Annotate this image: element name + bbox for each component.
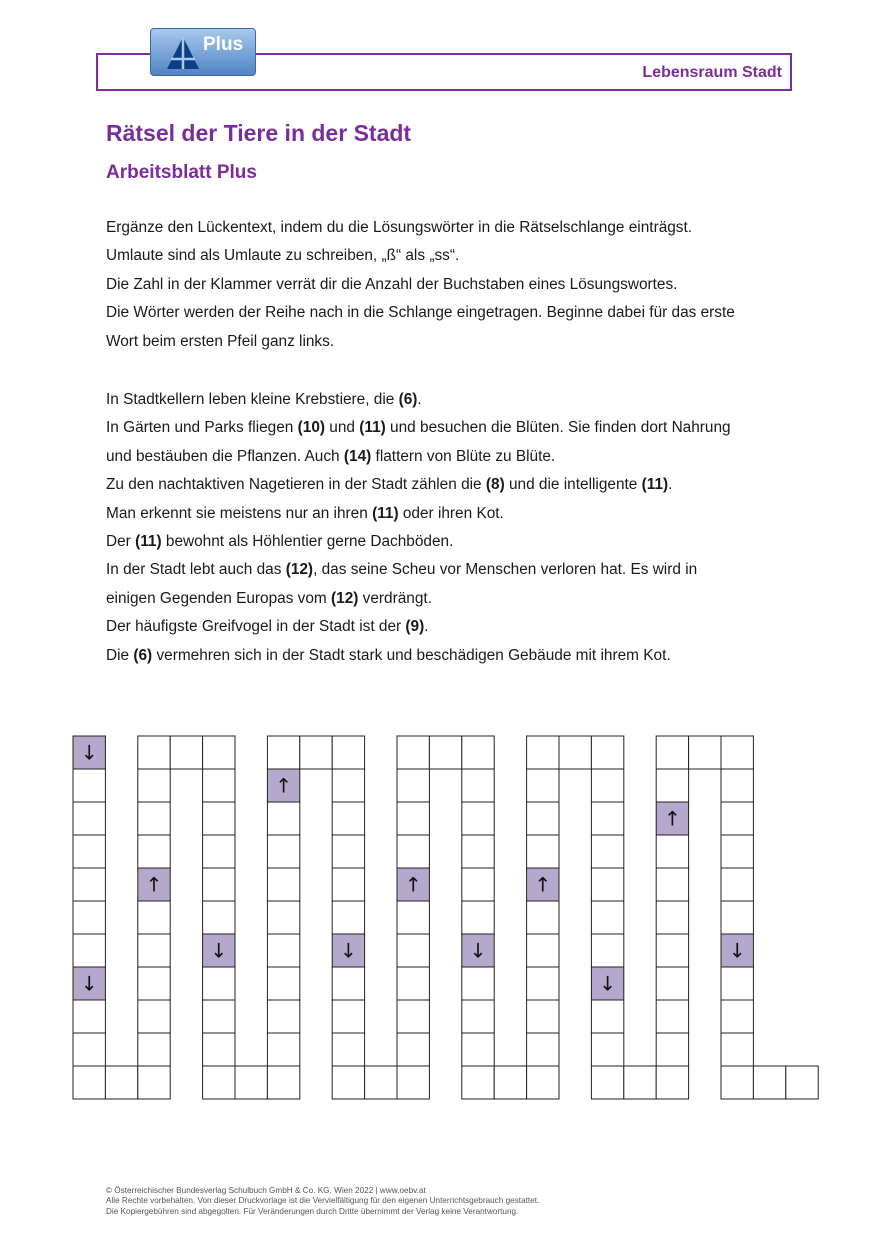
story-text: Der häufigste Greifvogel in der Stadt ist der xyxy=(106,618,406,636)
letter-cell[interactable] xyxy=(527,1000,559,1033)
letter-cell[interactable] xyxy=(527,835,559,868)
letter-count: (6) xyxy=(133,646,153,664)
page-title: Rätsel der Tiere in der Stadt xyxy=(106,120,412,146)
footer xyxy=(106,1186,539,1217)
letter-cell[interactable] xyxy=(397,802,429,835)
letter-cell[interactable] xyxy=(73,802,105,835)
subject-label: Lebensraum Stadt xyxy=(642,64,782,81)
arrow-up-icon: ↑ xyxy=(664,806,681,831)
story-line xyxy=(106,585,806,613)
letter-cell[interactable] xyxy=(73,934,105,967)
letter-cell[interactable] xyxy=(138,967,170,1000)
letter-cell[interactable] xyxy=(462,802,494,835)
letter-cell[interactable] xyxy=(235,1066,267,1099)
arrow-cell[interactable] xyxy=(397,868,429,901)
footer-copyright: © Österreichischer Bundesverlag Schulbuch GmbH & Co. KG, Wien 2022 | www.oebv.at xyxy=(106,1186,426,1195)
story-text: In Gärten und Parks fliegen xyxy=(106,419,298,437)
letter-cell[interactable] xyxy=(73,901,105,934)
arrow-cell[interactable] xyxy=(462,934,494,967)
letter-cell[interactable] xyxy=(559,736,591,769)
letter-cell[interactable] xyxy=(721,769,753,802)
story-text: In Stadtkellern leben kleine Krebstiere, die xyxy=(106,391,399,408)
arrow-cell[interactable] xyxy=(138,868,170,901)
letter-cell[interactable] xyxy=(267,835,299,868)
letter-count: (12) xyxy=(285,561,314,579)
letter-cell[interactable] xyxy=(397,1000,429,1033)
instruction-line: Umlaute sind als Umlaute zu schreiben, „ß“ als „ss“. xyxy=(106,247,460,265)
letter-cell[interactable] xyxy=(624,1066,656,1099)
letter-cell[interactable] xyxy=(656,934,688,967)
letter-cell[interactable] xyxy=(138,1000,170,1033)
letter-cell[interactable] xyxy=(332,1033,364,1066)
instruction-line: Ergänze den Lückentext, indem du die Lösungswörter in die Rätselschlange einträgst. xyxy=(106,219,693,236)
story-text: und bestäuben die Pflanzen. Auch xyxy=(106,447,344,465)
letter-cell[interactable] xyxy=(332,802,364,835)
letter-cell[interactable] xyxy=(397,736,429,769)
arrow-up-icon: ↑ xyxy=(145,872,163,897)
story-text: flattern von Blüte zu Blüte. xyxy=(371,447,556,465)
letter-cell[interactable] xyxy=(138,835,170,868)
arrow-cell[interactable] xyxy=(267,769,299,802)
story-text: oder ihren Kot. xyxy=(398,504,504,522)
letter-cell[interactable] xyxy=(332,769,364,802)
arrow-down-icon: ↓ xyxy=(80,971,98,996)
letter-cell[interactable] xyxy=(462,967,494,1000)
letter-count: (11) xyxy=(372,504,399,522)
letter-cell[interactable] xyxy=(591,769,623,802)
letter-cell[interactable] xyxy=(527,967,559,1000)
letter-cell[interactable] xyxy=(527,802,559,835)
page-subtitle: Arbeitsblatt Plus xyxy=(106,162,257,183)
letter-cell[interactable] xyxy=(267,1000,299,1033)
letter-cell[interactable] xyxy=(462,1033,494,1066)
story-line xyxy=(106,642,806,670)
story-text: Zu den nachtaktiven Nagetieren in der Stadt zählen die xyxy=(106,476,486,494)
letter-cell[interactable] xyxy=(721,1066,753,1099)
letter-cell[interactable] xyxy=(138,1033,170,1066)
letter-count: (12) xyxy=(331,589,359,607)
arrow-down-icon: ↓ xyxy=(210,938,228,963)
letter-cell[interactable] xyxy=(397,901,429,934)
letter-cell[interactable] xyxy=(591,1000,623,1033)
story-text: . xyxy=(417,391,422,408)
letter-count: (14) xyxy=(343,447,372,465)
arrow-cell[interactable] xyxy=(332,934,364,967)
letter-cell[interactable] xyxy=(591,934,623,967)
story-text: bewohnt als Höhlentier gerne Dachböden. xyxy=(161,533,454,551)
story-text: und besuchen die Blüten. Sie finden dort Nahrung xyxy=(385,419,731,437)
gap-text xyxy=(106,386,806,670)
letter-cell[interactable] xyxy=(656,736,688,769)
letter-cell[interactable] xyxy=(73,835,105,868)
letter-cell[interactable] xyxy=(267,901,299,934)
letter-cell[interactable] xyxy=(73,1066,105,1099)
story-line xyxy=(106,556,806,584)
letter-cell[interactable] xyxy=(591,835,623,868)
arrow-down-icon: ↓ xyxy=(340,938,357,963)
letter-cell[interactable] xyxy=(397,1033,429,1066)
letter-cell[interactable] xyxy=(397,967,429,1000)
story-text: Die xyxy=(106,646,134,664)
letter-cell[interactable] xyxy=(527,934,559,967)
footer-rights: Alle Rechte vorbehalten. Von dieser Druckvorlage ist die Vervielfältigung für den eigenen Unterrichtsgebrauch gestattet. xyxy=(106,1196,540,1206)
letter-cell[interactable] xyxy=(203,835,235,868)
story-text: In der Stadt lebt auch das xyxy=(106,561,286,579)
letter-count: (10) xyxy=(297,419,326,437)
letter-cell[interactable] xyxy=(656,1000,688,1033)
arrow-down-icon: ↓ xyxy=(728,938,746,963)
instruction-line: Die Zahl in der Klammer verrät dir die Anzahl der Buchstaben eines Lösungswortes. xyxy=(106,275,678,293)
letter-cell[interactable] xyxy=(397,769,429,802)
letter-cell[interactable] xyxy=(203,1066,235,1099)
letter-cell[interactable] xyxy=(397,835,429,868)
letter-cell[interactable] xyxy=(721,736,753,769)
arrow-cell[interactable] xyxy=(73,967,105,1000)
letter-cell[interactable] xyxy=(267,802,299,835)
logo-text: Plus xyxy=(203,34,244,55)
letter-cell[interactable] xyxy=(203,802,235,835)
letter-cell[interactable] xyxy=(105,1066,137,1099)
letter-cell[interactable] xyxy=(462,868,494,901)
letter-cell[interactable] xyxy=(73,868,105,901)
letter-cell[interactable] xyxy=(689,736,721,769)
letter-cell[interactable] xyxy=(494,1066,526,1099)
letter-cell[interactable] xyxy=(721,967,753,1000)
letter-cell[interactable] xyxy=(267,736,299,769)
instructions xyxy=(106,214,796,356)
letter-cell[interactable] xyxy=(591,901,623,934)
arrow-cell[interactable] xyxy=(527,868,559,901)
letter-cell[interactable] xyxy=(462,1000,494,1033)
letter-cell[interactable] xyxy=(138,736,170,769)
story-line xyxy=(106,471,806,499)
arrow-down-icon: ↓ xyxy=(469,938,487,963)
letter-cell[interactable] xyxy=(138,802,170,835)
letter-cell[interactable] xyxy=(332,1066,364,1099)
letter-count: (11) xyxy=(641,476,669,494)
letter-cell[interactable] xyxy=(429,736,461,769)
letter-count: (8) xyxy=(485,476,505,494)
letter-cell[interactable] xyxy=(332,835,364,868)
letter-cell[interactable] xyxy=(332,901,364,934)
letter-cell[interactable] xyxy=(656,901,688,934)
story-text: und die intelligente xyxy=(504,476,642,494)
letter-cell[interactable] xyxy=(656,769,688,802)
letter-cell[interactable] xyxy=(462,901,494,934)
letter-cell[interactable] xyxy=(591,736,623,769)
arrow-cell[interactable] xyxy=(721,934,753,967)
letter-cell[interactable] xyxy=(332,868,364,901)
letter-cell[interactable] xyxy=(527,769,559,802)
story-line xyxy=(106,443,806,471)
letter-cell[interactable] xyxy=(365,1066,397,1099)
letter-cell[interactable] xyxy=(527,901,559,934)
letter-cell[interactable] xyxy=(721,802,753,835)
letter-cell[interactable] xyxy=(73,1000,105,1033)
letter-cell[interactable] xyxy=(397,1066,429,1099)
triangle-logo-icon xyxy=(165,35,201,71)
arrow-up-icon: ↑ xyxy=(534,872,552,897)
letter-cell[interactable] xyxy=(397,934,429,967)
letter-cell[interactable] xyxy=(203,736,235,769)
letter-cell[interactable] xyxy=(462,835,494,868)
letter-cell[interactable] xyxy=(332,967,364,1000)
letter-cell[interactable] xyxy=(527,1033,559,1066)
letter-cell[interactable] xyxy=(138,1066,170,1099)
letter-count: (11) xyxy=(359,419,386,437)
letter-cell[interactable] xyxy=(300,736,332,769)
letter-cell[interactable] xyxy=(721,1000,753,1033)
story-text: verdrängt. xyxy=(358,589,432,607)
letter-cell[interactable] xyxy=(527,1066,559,1099)
letter-cell[interactable] xyxy=(203,901,235,934)
letter-cell[interactable] xyxy=(591,1033,623,1066)
letter-count: (11) xyxy=(135,533,162,551)
story-line xyxy=(106,386,806,414)
letter-cell[interactable] xyxy=(138,901,170,934)
arrow-cell[interactable] xyxy=(203,934,235,967)
letter-cell[interactable] xyxy=(591,868,623,901)
letter-cell[interactable] xyxy=(462,736,494,769)
arrow-up-icon: ↑ xyxy=(275,773,292,798)
letter-cell[interactable] xyxy=(73,1033,105,1066)
letter-cell[interactable] xyxy=(170,736,202,769)
letter-cell[interactable] xyxy=(332,1000,364,1033)
letter-cell[interactable] xyxy=(656,868,688,901)
letter-cell[interactable] xyxy=(267,868,299,901)
arrow-up-icon: ↑ xyxy=(404,872,422,897)
arrow-cell[interactable] xyxy=(656,802,688,835)
story-text: Der xyxy=(106,533,136,551)
letter-cell[interactable] xyxy=(462,1066,494,1099)
story-line xyxy=(106,414,806,442)
letter-cell[interactable] xyxy=(591,1066,623,1099)
letter-cell[interactable] xyxy=(753,1066,785,1099)
letter-cell[interactable] xyxy=(656,1033,688,1066)
letter-cell[interactable] xyxy=(203,967,235,1000)
letter-cell[interactable] xyxy=(267,1033,299,1066)
letter-cell[interactable] xyxy=(203,1033,235,1066)
story-text: Man erkennt sie meistens nur an ihren xyxy=(106,504,373,522)
letter-cell[interactable] xyxy=(656,835,688,868)
story-text: vermehren sich in der Stadt stark und beschädigen Gebäude mit ihrem Kot. xyxy=(152,646,671,664)
instruction-line: Die Wörter werden der Reihe nach in die Schlange eingetragen. Beginne dabei für das erste xyxy=(106,304,735,322)
letter-cell[interactable] xyxy=(591,802,623,835)
letter-count: (9) xyxy=(405,618,425,636)
letter-cell[interactable] xyxy=(138,934,170,967)
story-line xyxy=(106,500,806,528)
letter-cell[interactable] xyxy=(138,769,170,802)
letter-count: (6) xyxy=(398,391,418,408)
letter-cell[interactable] xyxy=(721,1033,753,1066)
letter-cell[interactable] xyxy=(786,1066,818,1099)
instruction-line: Wort beim ersten Pfeil ganz links. xyxy=(106,332,335,350)
letter-cell[interactable] xyxy=(527,736,559,769)
letter-cell[interactable] xyxy=(203,769,235,802)
arrow-down-icon: ↓ xyxy=(599,971,616,996)
letter-cell[interactable] xyxy=(656,967,688,1000)
letter-cell[interactable] xyxy=(73,769,105,802)
story-line xyxy=(106,613,806,641)
story-text: . xyxy=(668,476,673,494)
footer-fees: Die Kopiergebühren sind abgegolten. Für Veränderungen durch Dritte übernimmt der Verlag keine Verantwortung. xyxy=(106,1206,519,1216)
letter-cell[interactable] xyxy=(203,1000,235,1033)
letter-cell[interactable] xyxy=(721,835,753,868)
letter-cell[interactable] xyxy=(203,868,235,901)
letter-cell[interactable] xyxy=(462,769,494,802)
arrow-down-icon: ↓ xyxy=(80,740,98,765)
story-line xyxy=(106,528,806,556)
letter-cell[interactable] xyxy=(656,1066,688,1099)
letter-cell[interactable] xyxy=(332,736,364,769)
story-text: einigen Gegenden Europas vom xyxy=(106,589,332,607)
letter-cell[interactable] xyxy=(267,967,299,1000)
story-text: und xyxy=(325,419,360,437)
letter-cell[interactable] xyxy=(721,868,753,901)
plus-logo xyxy=(150,28,256,76)
letter-cell[interactable] xyxy=(721,901,753,934)
arrow-cell[interactable] xyxy=(73,736,105,769)
arrow-cell[interactable] xyxy=(591,967,623,1000)
letter-cell[interactable] xyxy=(267,934,299,967)
letter-cell[interactable] xyxy=(267,1066,299,1099)
story-text: , das seine Scheu vor Menschen verloren hat. Es wird in xyxy=(313,561,698,579)
story-text: . xyxy=(424,618,429,636)
